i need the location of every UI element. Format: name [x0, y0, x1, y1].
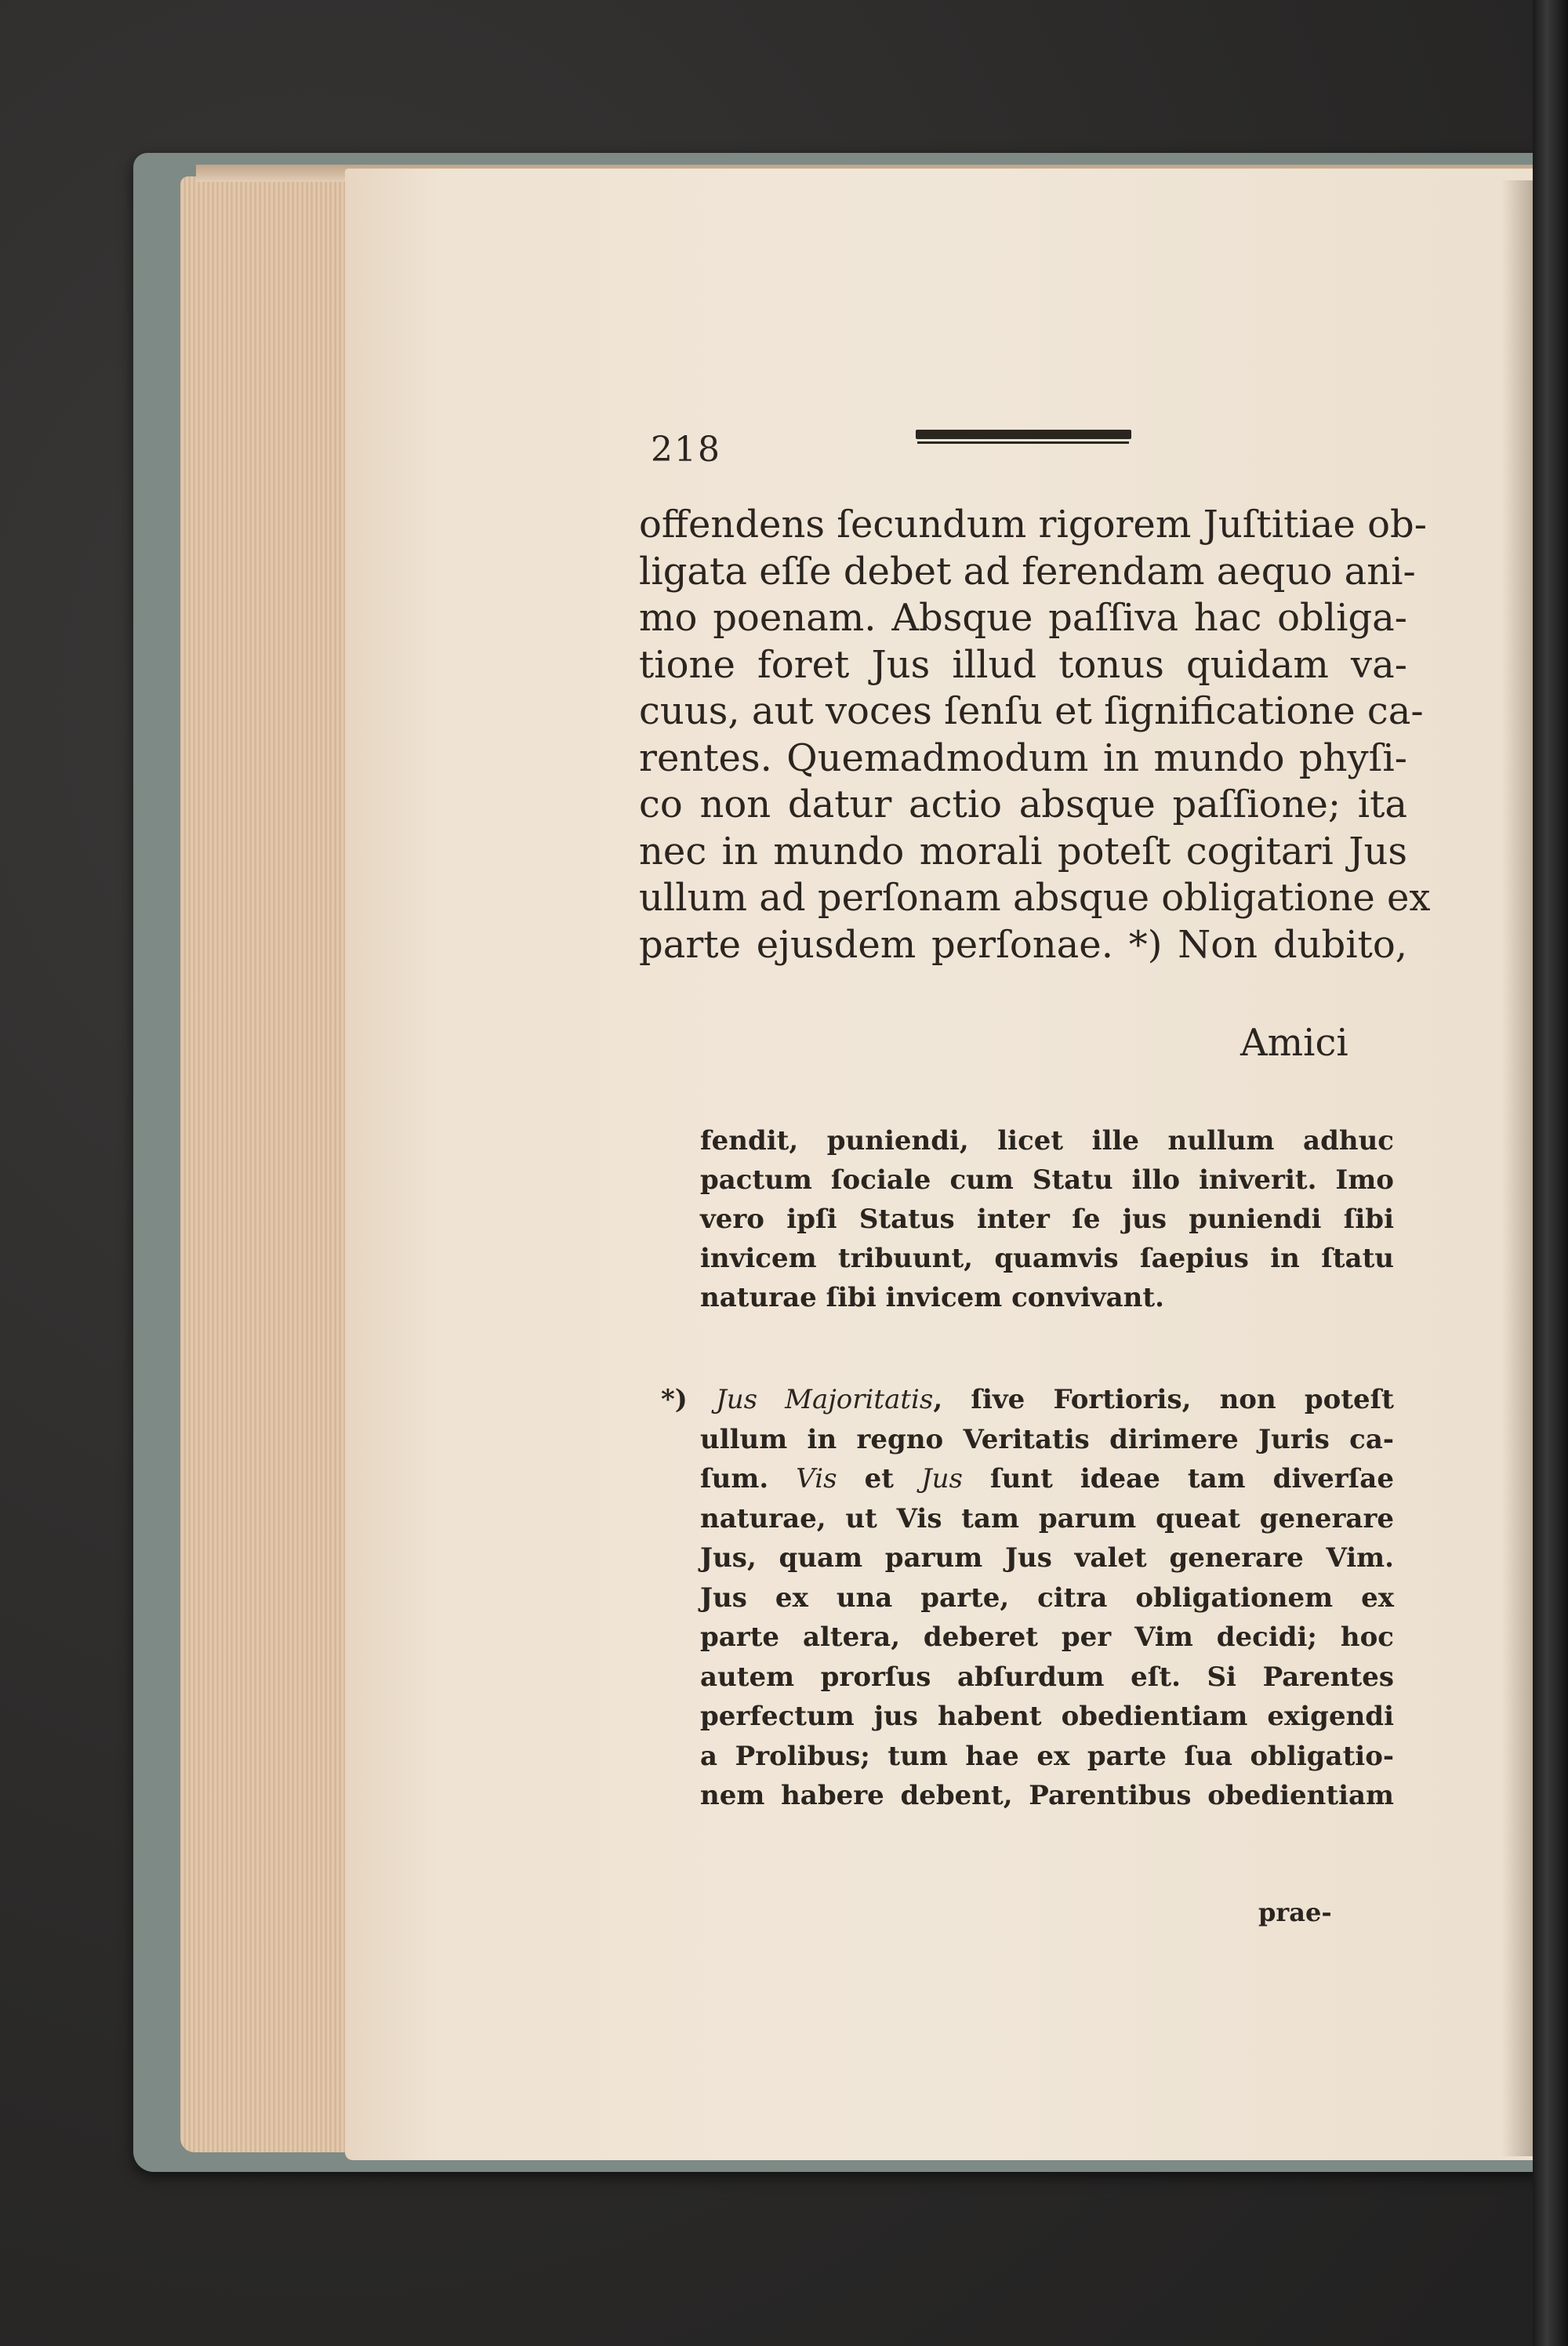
header-rule: [916, 430, 1131, 439]
main-line: parte ejusdem perſonae. *) Non dubito,: [639, 922, 1407, 967]
main-line: rentes. Quemadmodum in mundo phyſi-: [639, 735, 1407, 780]
footnote-line: [661, 1380, 1394, 1420]
footnote-line: ullum in regno Veritatis dirimere Juris ca-: [700, 1423, 1394, 1455]
note-line: pactum ſociale cum Statu illo iniverit. Imo: [700, 1164, 1394, 1196]
main-line: offendens ſecundum rigorem Juſtitiae ob-: [639, 503, 1427, 547]
footnote-line: perfectum jus habent obedientiam exigendi: [700, 1701, 1394, 1732]
main-line: ullum ad perſonam absque obligatione ex: [639, 876, 1431, 920]
main-text: [639, 502, 1431, 968]
footnote-term: Jus: [920, 1463, 963, 1494]
note-continuation: [700, 1121, 1394, 1317]
footnote-line: nem habere debent, Parentibus obedientiam: [700, 1780, 1394, 1811]
footnote-text: , ſive Fortioris, non poteſt: [933, 1384, 1394, 1415]
footnote: [661, 1380, 1394, 1816]
main-line: co non datur actio absque paſſione; ita: [639, 783, 1407, 826]
scanner-edge: [1533, 0, 1568, 2346]
footnote-line: Jus, quam parum Jus valet generare Vim.: [700, 1542, 1394, 1574]
main-line: mo poenam. Absque paſſiva hac obliga-: [639, 596, 1407, 640]
note-line: naturae ſibi invicem convivant.: [700, 1282, 1164, 1313]
catchword: Amici: [1240, 1021, 1348, 1065]
main-line: cuus, aut voces ſenſu et ſignificatione ca-: [639, 689, 1424, 733]
note-line: fendit, puniendi, licet ille nullum adhuc: [700, 1125, 1394, 1157]
footnote-catchword: prae-: [1258, 1898, 1332, 1927]
footnote-line: a Prolibus; tum hae ex parte ſua obligatio-: [700, 1740, 1394, 1772]
footnote-line: Jus ex una parte, citra obligationem ex: [700, 1582, 1394, 1614]
main-line: tione foret Jus illud tonus quidam va-: [639, 642, 1407, 687]
footnote-term: Jus Majoritatis: [716, 1384, 934, 1415]
header-rule-thin: [917, 441, 1129, 444]
footnote-text: ſum.: [700, 1463, 769, 1494]
note-line: invicem tribuunt, quamvis ſaepius in ſtatu: [700, 1243, 1394, 1274]
footnote-line: [661, 1459, 1394, 1499]
footnote-text: ſunt ideae tam diverſae: [990, 1463, 1394, 1494]
page-number: 218: [651, 430, 721, 470]
main-line: nec in mundo morali poteſt cogitari Jus: [639, 829, 1407, 873]
footnote-term: Vis: [796, 1463, 837, 1494]
note-line: vero ipſi Status inter ſe jus puniendi ſibi: [700, 1204, 1394, 1235]
footnote-line: parte altera, deberet per Vim decidi; hoc: [700, 1622, 1394, 1653]
footnote-line: autem prorſus abſurdum eſt. Si Parentes: [700, 1661, 1394, 1693]
main-line: ligata eſſe debet ad ferendam aequo ani-: [639, 549, 1416, 594]
footnote-text: et: [864, 1463, 894, 1494]
footnote-line: naturae, ut Vis tam parum queat generare: [700, 1502, 1394, 1534]
footnote-marker: *): [661, 1384, 688, 1415]
